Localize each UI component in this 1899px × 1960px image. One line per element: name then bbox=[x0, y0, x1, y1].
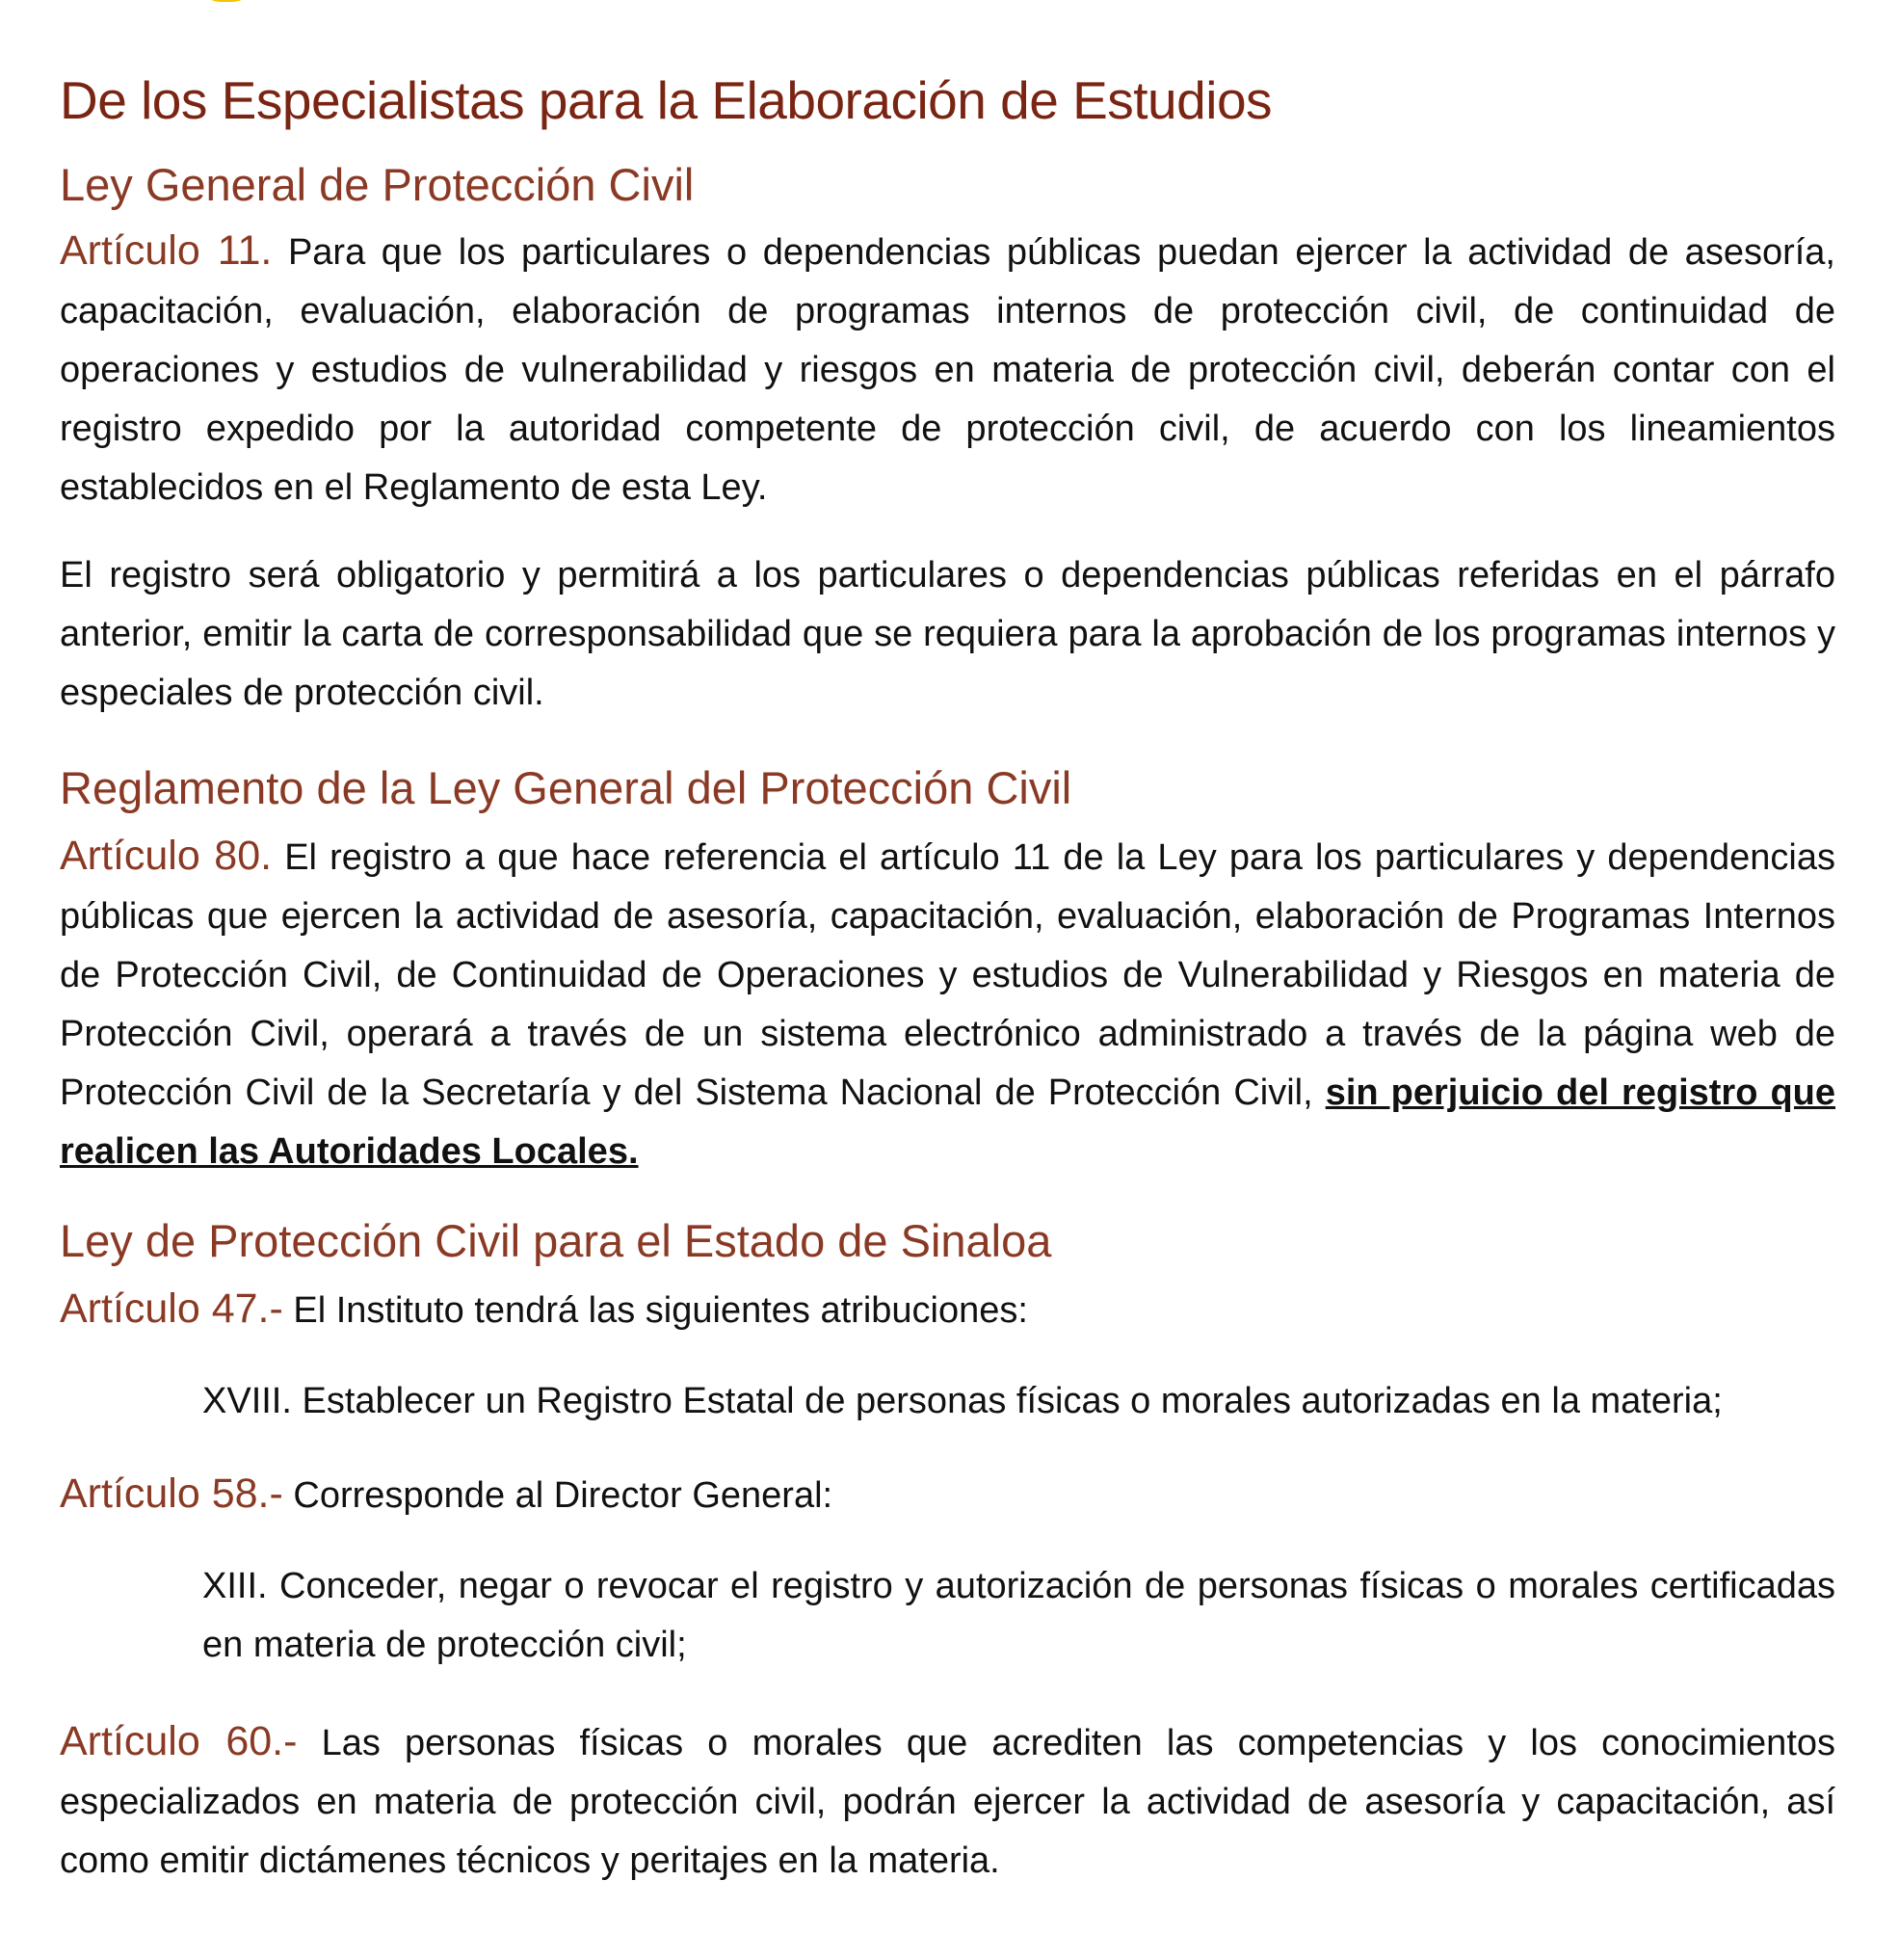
article-label: Artículo 60.- bbox=[60, 1718, 298, 1764]
article-label: Artículo 58.- bbox=[60, 1470, 283, 1517]
article-label: Artículo 47.- bbox=[60, 1285, 283, 1332]
section-heading-ley-sinaloa: Ley de Protección Civil para el Estado de Sinaloa bbox=[60, 1215, 1052, 1266]
article-11-paragraph bbox=[60, 222, 1835, 517]
section-heading-ley-general: Ley General de Protección Civil bbox=[60, 159, 695, 210]
article-58-paragraph bbox=[60, 1465, 1835, 1525]
article-text: El registro a que hace referencia el artículo 11 de la Ley para los particulares y dependencias públicas que ejercen la actividad de asesoría, capacitación, evaluación, elaboración de Programas Internos de Protección Civil, de Continuidad de Operaciones y estudios de Vulnerabilidad y Riesgos en materia de Protección Civil, operará a través de un sistema electrónico administrado a través de la página web de Protección Civil de la Secretaría y del Sistema Nacional de Protección Civil, bbox=[60, 837, 1836, 1113]
page-title: De los Especialistas para la Elaboración de Estudios bbox=[60, 70, 1273, 130]
article-text: Para que los particulares o dependencias públicas puedan ejercer la actividad de asesoría, capacitación, evaluación, elaboración de programas internos de protección civil, de continuidad de operaciones y estudios de vulnerabilidad y riesgos en materia de protección civil, deberán contar con el registro expedido por la autoridad competente de protección civil, de acuerdo con los lineamientos establecidos en el Reglamento de esta Ley. bbox=[60, 232, 1835, 508]
article-label: Artículo 80. bbox=[60, 833, 273, 879]
article-text: El Instituto tendrá las siguientes atribuciones: bbox=[293, 1290, 1028, 1331]
article-11-paragraph-2: El registro será obligatorio y permitirá a los particulares o dependencias públicas referidas en el párrafo anterior, emitir la carta de corresponsabilidad que se requiera para la aprobación de los programas internos y especiales de protección civil. bbox=[60, 555, 1835, 713]
article-58-item: XIII. Conceder, negar o revocar el registro y autorización de personas físicas o morales certificadas en materia de protección civil; bbox=[202, 1566, 1835, 1665]
logo-fragment bbox=[193, 0, 260, 2]
article-label: Artículo 11. bbox=[60, 227, 273, 274]
article-60-paragraph bbox=[60, 1712, 1835, 1891]
section-heading-reglamento: Reglamento de la Ley General del Protección Civil bbox=[60, 762, 1072, 813]
emphasis-text: sin perjuicio del registro que realicen las Autoridades Locales. bbox=[60, 1073, 1835, 1172]
article-text: Corresponde al Director General: bbox=[293, 1475, 833, 1516]
article-47-item: XVIII. Establecer un Registro Estatal de personas físicas o morales autorizadas en la materia; bbox=[202, 1381, 1723, 1421]
article-text: Las personas físicas o morales que acrediten las competencias y los conocimientos especializados en materia de protección civil, podrán ejercer la actividad de asesoría y capacitación, así como emitir dictámenes técnicos y peritajes en la materia. bbox=[60, 1723, 1836, 1881]
article-80-paragraph bbox=[60, 827, 1835, 1181]
article-47-paragraph bbox=[60, 1280, 1835, 1340]
